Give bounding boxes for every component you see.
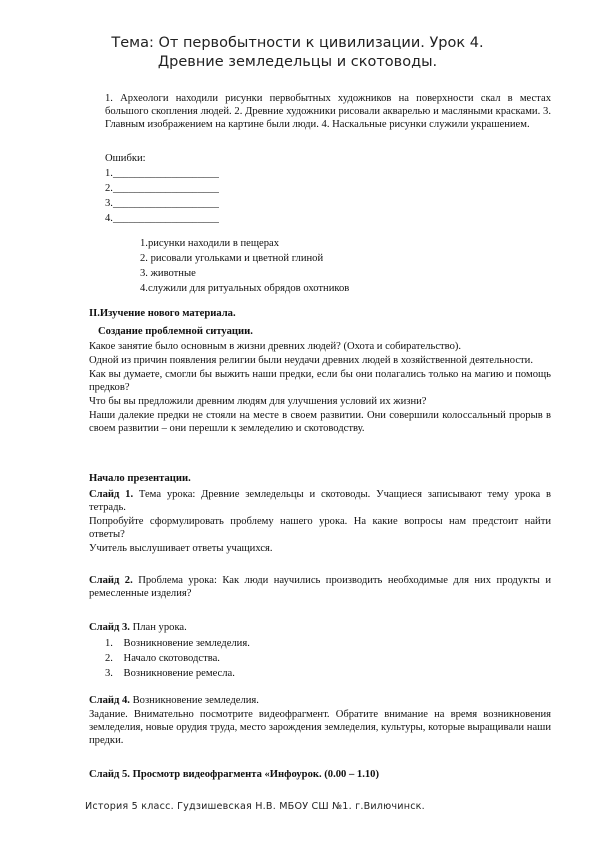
answer-item-3: 3. животные: [140, 268, 196, 279]
section-title: II.Изучение нового материала.: [89, 308, 236, 319]
task-text: 1. Археологи находили рисунки первобытных художников на поверхности скал в местах большого скопления людей. 2. Древние художники рисовали акварелью и масляными красками. 3. Главным изображением на картине были люди. 4. Наскальные рисунки служили украшением.: [105, 93, 551, 130]
slide-5-text: Просмотр видеофрагмента «Инфоурок. (0.00 – 1.10): [129, 769, 379, 780]
slide-4-label: Слайд 4.: [89, 695, 130, 706]
task-paragraph: [105, 92, 551, 131]
slide-1-label: Слайд 1.: [89, 489, 134, 500]
plan-item-1: 1. Возникновение земледелия.: [105, 638, 250, 649]
error-blank-4: 4.____________________: [105, 213, 219, 224]
section-paragraph-4: Что бы вы предложили древним людям для улучшения условий их жизни?: [89, 396, 427, 407]
answer-item-2: 2. рисовали угольками и цветной глиной: [140, 253, 324, 264]
slide-3-label: Слайд 3.: [89, 622, 130, 633]
plan-item-3: 3. Возникновение ремесла.: [105, 668, 235, 679]
slide-1-note: Учитель выслушивает ответы учащихся.: [89, 543, 273, 554]
error-blank-2: 2.____________________: [105, 183, 219, 194]
slide-2-label: Слайд 2.: [89, 575, 133, 586]
slide-1-text: Тема урока: Древние земледельцы и скотоводы. Учащиеся записывают тему урока в тетрадь.: [89, 489, 551, 513]
slide-3-title: [89, 621, 551, 634]
header-title-line2: Древние земледельцы и скотоводы.: [157, 54, 438, 70]
slide-3-block: [89, 621, 551, 680]
slide-5-label: Слайд 5.: [89, 769, 130, 780]
presentation-start: [89, 472, 191, 485]
answer-item-1: 1.рисунки находили в пещерах: [140, 238, 280, 249]
errors-label: Ошибки:: [105, 153, 146, 164]
slide-4-title: [89, 694, 551, 707]
section-paragraph-3: Как вы думаете, смогли бы выжить наши предки, если бы они полагались только на магию и помощь предков?: [89, 369, 551, 393]
section-subtitle: Создание проблемной ситуации.: [98, 326, 253, 337]
slide-3-text: План урока.: [129, 622, 187, 633]
section-subheading: [98, 325, 253, 338]
error-blank-1: 1.____________________: [105, 168, 219, 179]
section-paragraph-1: Какое занятие было основным в жизни древних людей? (Охота и собирательство).: [89, 341, 462, 352]
page-footer: История 5 класс. Гудзишевская Н.В. МБОУ СШ №1. г.Вилючинск.: [85, 801, 425, 812]
page-header: [30, 34, 565, 72]
errors-block: [105, 152, 305, 225]
section-paragraph-5: Наши далекие предки не стояли на месте в своем развитии. Они совершили колоссальный прорыв в своем развитии – они перешли к земледелию и скотоводству.: [89, 410, 551, 434]
slide-1-paragraph: [89, 488, 551, 514]
answers-list: [140, 237, 440, 295]
section-heading: [89, 307, 236, 320]
presentation-start-label: Начало презентации.: [89, 473, 191, 484]
slide-1-question: Попробуйте сформулировать проблему нашего урока. На какие вопросы нам предстоит найти ответы?: [89, 516, 551, 540]
plan-list: [89, 637, 551, 680]
section-body: [89, 340, 551, 435]
slide-1-block: [89, 488, 551, 555]
slide-4-text: Возникновение земледелия.: [129, 695, 259, 706]
slide-2-text: Проблема урока: Как люди научились производить необходимые для них продукты и ремесленные изделия?: [89, 575, 551, 599]
slide-5-block: [89, 768, 551, 781]
error-blank-3: 3.____________________: [105, 198, 219, 209]
plan-item-2: 2. Начало скотоводства.: [105, 653, 220, 664]
slide-2-block: [89, 574, 551, 600]
answer-item-4: 4.служили для ритуальных обрядов охотников: [140, 283, 350, 294]
header-title-line1: Тема: От первобытности к цивилизации. Урок 4.: [111, 35, 484, 51]
slide-4-block: [89, 694, 551, 747]
slide-4-task: Задание. Внимательно посмотрите видеофрагмент. Обратите внимание на время возникновения земледелия, новые орудия труда, место зарождения земледелия, культуры, которые выращивали наши предки.: [89, 709, 551, 746]
section-paragraph-2: Одной из причин появления религии были неудачи древних людей в хозяйственной деятельности.: [89, 355, 533, 366]
